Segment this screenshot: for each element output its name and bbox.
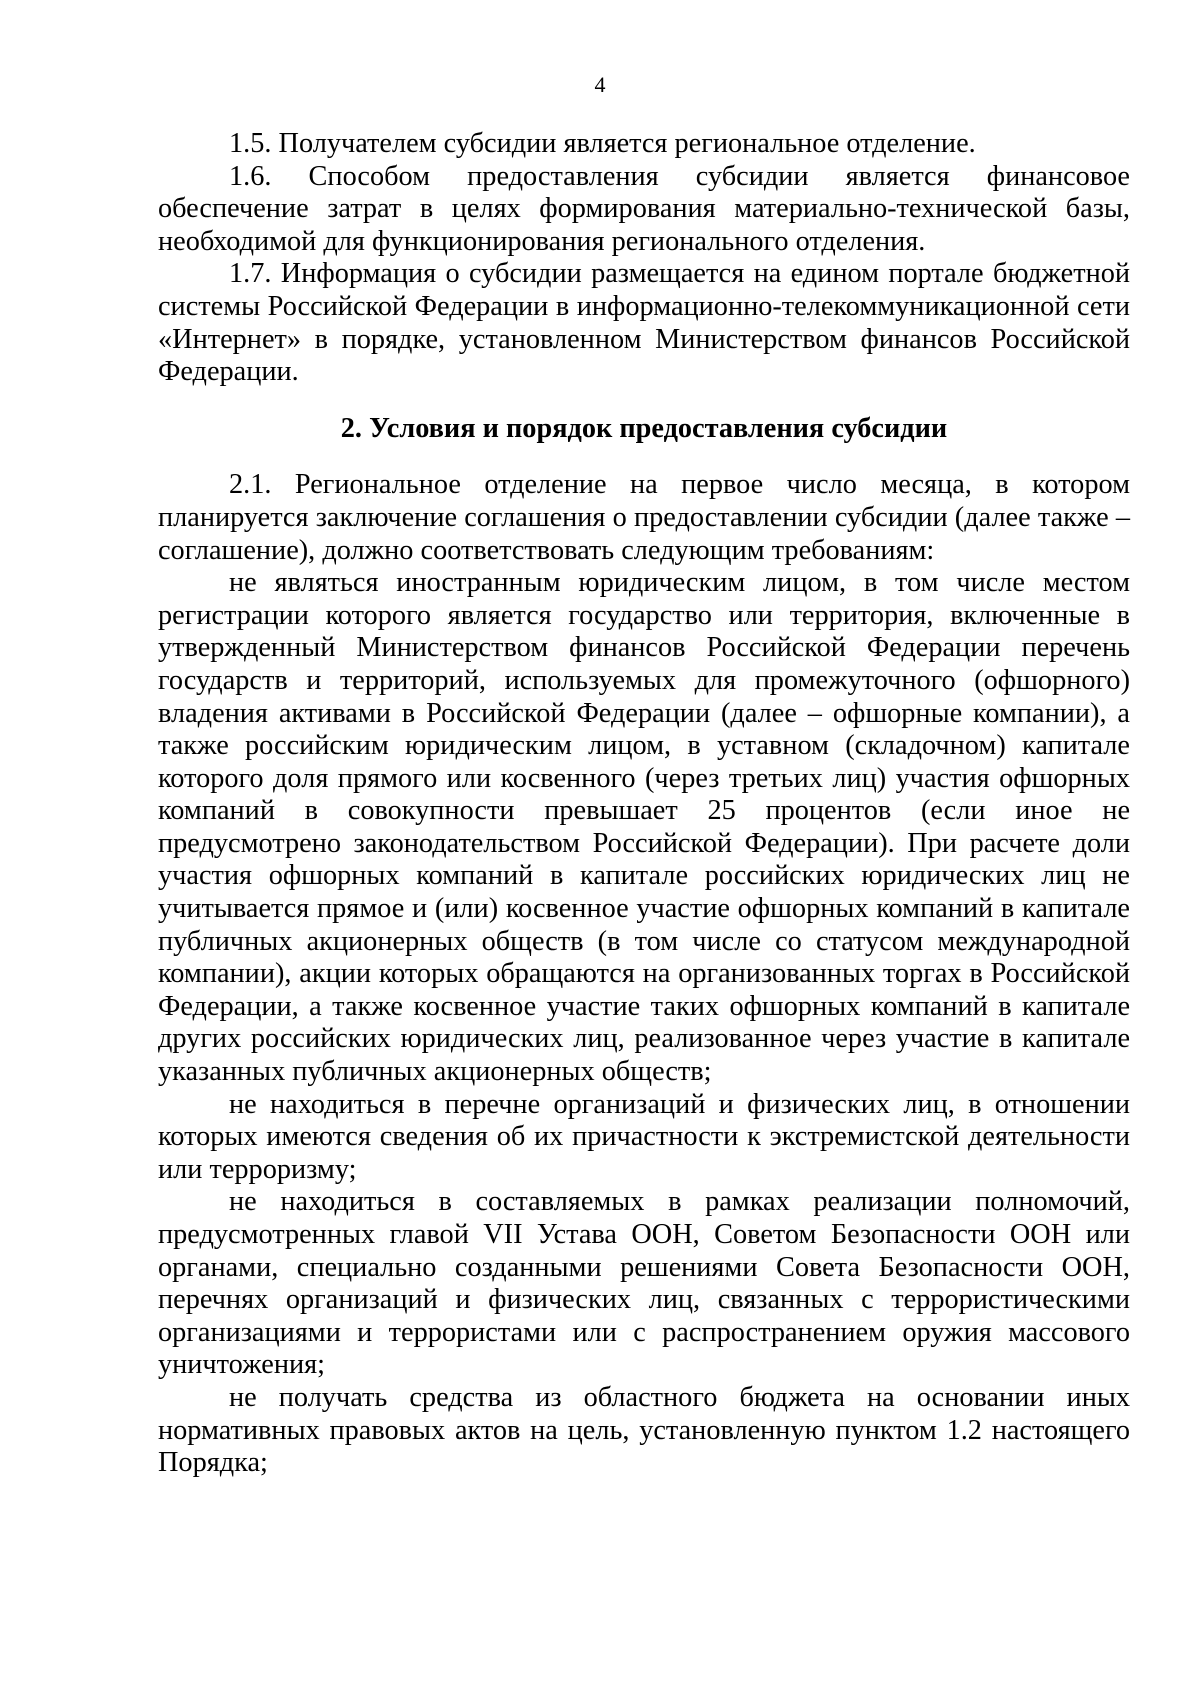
document-body (158, 128, 1130, 1480)
section-heading: 2. Условия и порядок предоставления субсидии (340, 412, 948, 444)
paragraph-1-6: 1.6. Способом предоставления субсидии является финансовое обеспечение затрат в целях формирования материально-технической базы, необходимой для функционирования регионального отделения. (158, 160, 1130, 257)
requirement-extremism: не находиться в перечне организаций и физических лиц, в отношении которых имеются сведения об их причастности к экстремистской деятельности или терроризму; (158, 1088, 1130, 1185)
requirement-no-other-funds: не получать средства из областного бюджета на основании иных нормативных правовых актов на цель, установленную пунктом 1.2 настоящего Порядка; (158, 1381, 1130, 1479)
paragraph-2-1: 2.1. Региональное отделение на первое число месяца, в котором планируется заключение соглашения о предоставлении субсидии (далее также – соглашение), должно соответствовать следующим требованиям: (158, 469, 1130, 566)
requirement-offshore: не являться иностранным юридическим лицом, в том числе местом регистрации которого является государство или территория, включенные в утвержденный Министерством финансов Российской Федерации перечень государств и территорий, используемых для промежуточного (офшорного) владения активами в Российской Федерации (далее – офшорные компании), а также российским юридическим лицом, в уставном (складочном) капитале которого доля прямого или косвенного (через третьих лиц) участия офшорных компаний в совокупности превышает 25 процентов (если иное не предусмотрено законодательством Российской Федерации). При расчете доли участия офшорных компаний в капитале российских юридических лиц не учитывается прямое и (или) косвенное участие офшорных компаний в капитале публичных акционерных обществ (в том числе со статусом международной компании), акции которых обращаются на организованных торгах в Российской Федерации, а также косвенное участие таких офшорных компаний в капитале других российских юридических лиц, реализованное через участие в капитале указанных публичных акционерных обществ; (158, 567, 1130, 1088)
paragraph-1-7: 1.7. Информация о субсидии размещается на едином портале бюджетной системы Российской Федерации в информационно-телекоммуникационной сети «Интернет» в порядке, установленном Министерством финансов Российской Федерации. (158, 258, 1130, 388)
requirement-un-lists: не находиться в составляемых в рамках реализации полномочий, предусмотренных главой VII Устава ООН, Советом Безопасности ООН или органами, специально созданными решениями Совета Безопасности ООН, перечнях организаций и физических лиц, связанных с террористическими организациями и террористами или с распространением оружия массового уничтожения; (158, 1186, 1130, 1381)
page-number: 4 (594, 72, 606, 97)
paragraph-1-5: 1.5. Получателем субсидии является региональное отделение. (229, 128, 976, 159)
